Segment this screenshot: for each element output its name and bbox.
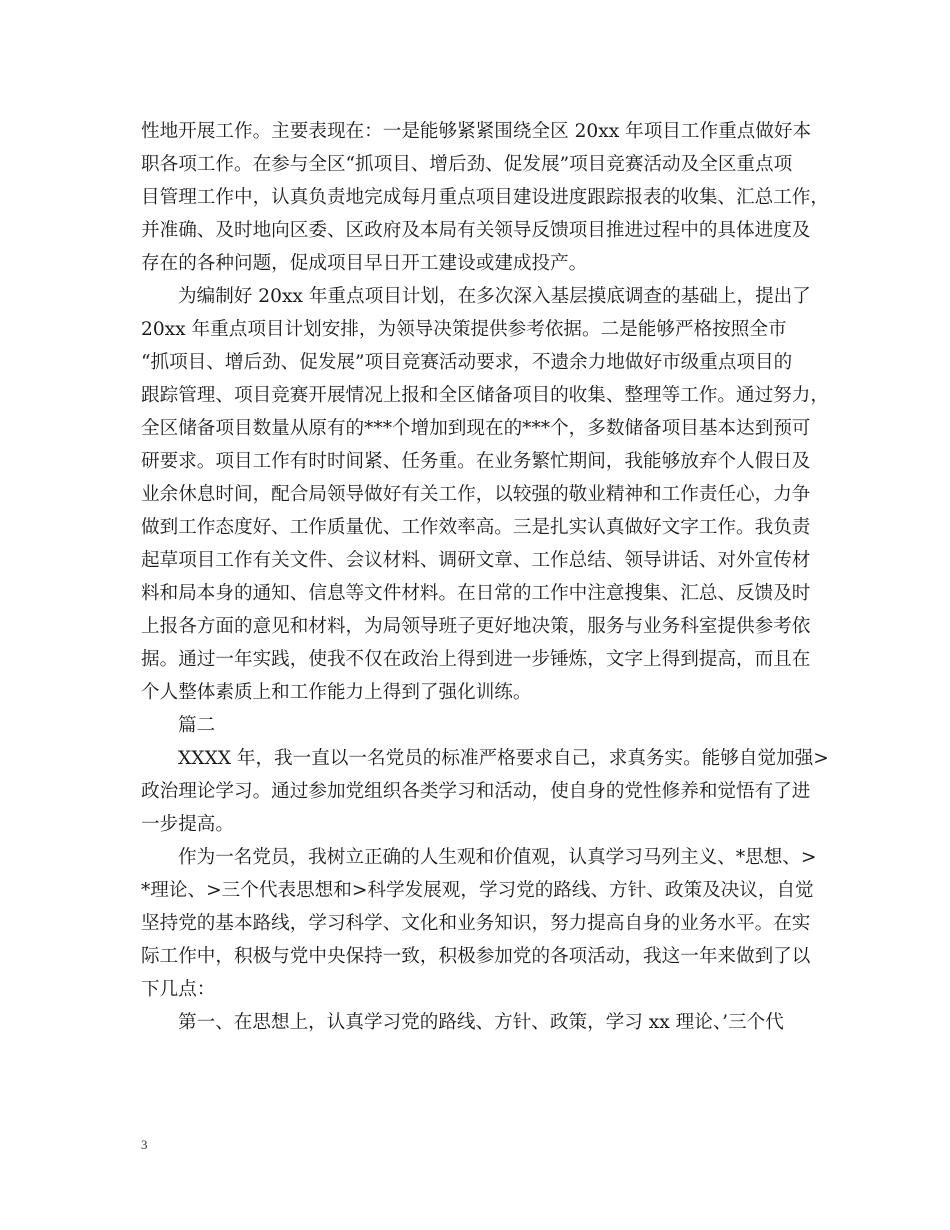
text-line: 并准确、及时地向区委、区政府及本局有关领导反馈项目推进过程中的具体进度及 [141,220,811,241]
paragraph-first-line: 作为一名党员，我树立正确的人生观和价值观，认真学习马列主义、*思想、> [178,847,817,868]
page-number: 3 [141,1137,148,1152]
text-line: 料和局本身的通知、信息等文件材料。在日常的工作中注意搜集、汇总、反馈及时 [141,583,811,604]
text-line: 上报各方面的意见和材料，为局领导班子更好地决策，服务与业务科室提供参考依 [141,616,811,637]
text-line: 目管理工作中，认真负责地完成每月重点项目建设进度跟踪报表的收集、汇总工作， [141,187,829,208]
text-line: 全区储备项目数量从原有的***个增加到现在的***个，多数储备项目基本达到预可 [141,418,811,439]
text-line: 存在的各种问题，促成项目早日开工建设或建成投产。 [141,253,588,274]
text-line: *理论、>三个代表思想和>科学发展观，学习党的路线、方针、政策及决议，自觉 [141,880,814,901]
paragraph-first-line: XXXX 年，我一直以一名党员的标准严格要求自己，求真务实。能够自觉加强> [178,748,829,769]
text-line: 跟踪管理、项目竞赛开展情况上报和全区储备项目的收集、整理等工作。通过努力， [141,385,829,406]
document-body [141,115,829,1039]
text-line: 据。通过一年实践，使我不仅在政治上得到进一步锤炼，文字上得到提高，而且在 [141,649,811,670]
text-line: 职各项工作。在参与全区“抓项目、增后劲、促发展”项目竞赛活动及全区重点项 [141,154,793,175]
text-line: 坚持党的基本路线，学习科学、文化和业务知识，努力提高自身的业务水平。在实 [141,913,811,934]
text-line: 业余休息时间，配合局领导做好有关工作，以较强的敬业精神和工作责任心，力争 [141,484,811,505]
text-line: “抓项目、增后劲、促发展”项目竞赛活动要求，不遗余力地做好市级重点项目的 [141,352,793,373]
text-line: 研要求。项目工作有时时间紧、任务重。在业务繁忙期间，我能够放弃个人假日及 [141,451,811,472]
text-line: 起草项目工作有关文件、会议材料、调研文章、工作总结、领导讲话、对外宣传材 [141,550,811,571]
text-line: 性地开展工作。主要表现在：一是能够紧紧围绕全区 20xx 年项目工作重点做好本 [141,121,812,142]
section-heading: 篇二 [178,715,216,736]
paragraph-first-line: 第一、在思想上，认真学习党的路线、方针、政策，学习 xx 理论、’三个代 [178,1012,784,1033]
text-line: 下几点： [141,979,216,1000]
paragraph-first-line: 为编制好 20xx 年重点项目计划，在多次深入基层摸底调查的基础上，提出了 [178,286,811,307]
text-line: 一步提高。 [141,814,234,835]
text-line: 做到工作态度好、工作质量优、工作效率高。三是扎实认真做好文字工作。我负责 [141,517,811,538]
text-line: 个人整体素质上和工作能力上得到了强化训练。 [141,682,532,703]
text-line: 20xx 年重点项目计划安排，为领导决策提供参考依据。二是能够严格按照全市 [141,319,787,340]
text-line: 政治理论学习。通过参加党组织各类学习和活动，使自身的党性修养和觉悟有了进 [141,781,811,802]
text-line: 际工作中，积极与党中央保持一致，积极参加党的各项活动，我这一年来做到了以 [141,946,811,967]
